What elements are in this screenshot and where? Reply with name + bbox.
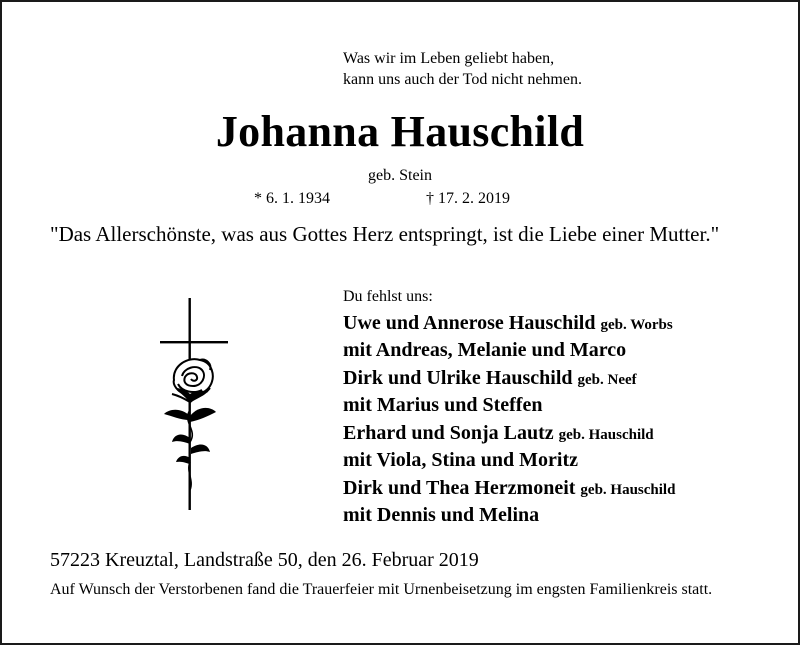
- maiden-name: geb. Stein: [368, 167, 432, 184]
- family-nee: geb. Hauschild: [558, 427, 654, 443]
- family-names: Erhard und Sonja Lautz: [343, 422, 554, 444]
- death-date: † 17. 2. 2019: [426, 190, 510, 207]
- family-2: [343, 366, 783, 418]
- birth-date: * 6. 1. 1934: [254, 190, 330, 207]
- family-names: Uwe und Annerose Hauschild: [343, 312, 596, 334]
- family-children: mit Andreas, Melanie und Marco: [343, 339, 627, 361]
- motto-line-1: Was wir im Leben geliebt haben,: [343, 50, 555, 67]
- family-children: mit Marius und Steffen: [343, 394, 543, 416]
- family-children: mit Viola, Stina und Moritz: [343, 449, 579, 471]
- motto: [343, 48, 663, 90]
- family-names: Dirk und Ulrike Hauschild: [343, 367, 573, 389]
- family-nee: geb. Hauschild: [580, 482, 676, 498]
- cross-with-rose-icon: [152, 298, 242, 512]
- mourner-families: [343, 311, 783, 531]
- family-1: [343, 311, 783, 363]
- family-names: Dirk und Thea Herzmoneit: [343, 477, 576, 499]
- quote: "Das Allerschönste, was aus Gottes Herz entspringt, ist die Liebe einer Mutter.": [50, 222, 720, 246]
- family-nee: geb. Neef: [577, 372, 637, 388]
- family-3: [343, 421, 783, 473]
- mourners-intro: Du fehlst uns:: [343, 288, 433, 305]
- place-and-date: 57223 Kreuztal, Landstraße 50, den 26. Februar 2019: [50, 549, 479, 571]
- deceased-name: Johanna Hauschild: [215, 107, 585, 156]
- funeral-note: Auf Wunsch der Verstorbenen fand die Trauerfeier mit Urnenbeisetzung im engsten Familienkreis statt.: [50, 581, 713, 598]
- family-nee: geb. Worbs: [600, 317, 673, 333]
- motto-line-2: kann uns auch der Tod nicht nehmen.: [343, 71, 582, 88]
- family-children: mit Dennis und Melina: [343, 504, 540, 526]
- family-4: [343, 476, 783, 528]
